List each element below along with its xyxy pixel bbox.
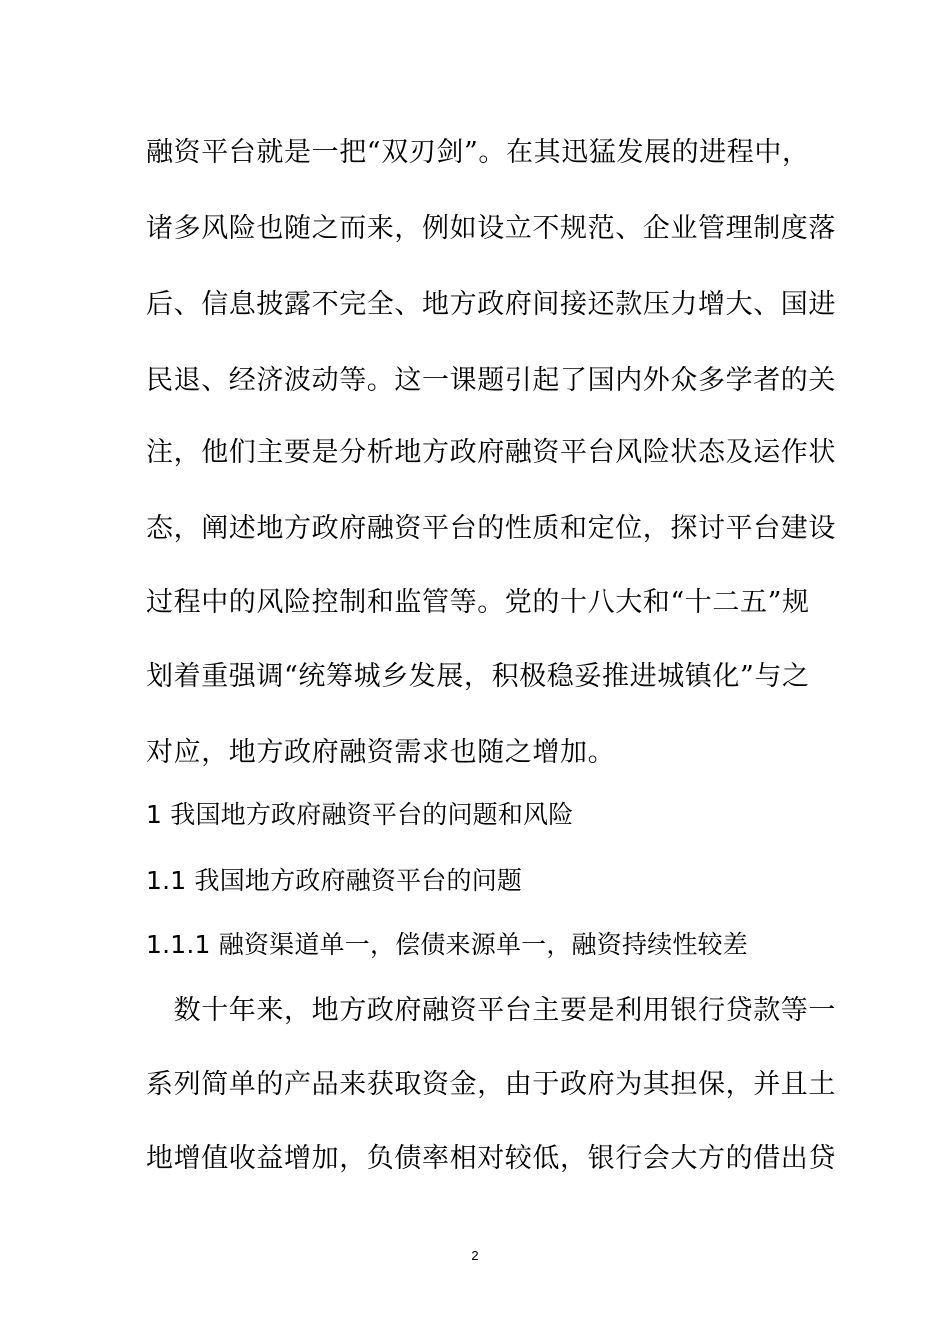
body-text-line: 划着重强调“统筹城乡发展，积极稳妥推进城镇化”与之: [146, 661, 810, 692]
body-text-line: 系列简单的产品来获取资金，由于政府为其担保，并且土: [146, 1069, 836, 1100]
body-text-line: 数十年来，地方政府融资平台主要是利用银行贷款等一: [146, 995, 836, 1026]
body-text-line: 融资平台就是一把“双刃剑”。在其迅猛发展的进程中，: [146, 137, 810, 168]
section-heading-level1: 1 我国地方政府融资平台的问题和风险: [146, 800, 574, 829]
body-text-line: 地增值收益增加，负债率相对较低，银行会大方的借出贷: [146, 1143, 836, 1174]
body-text-line: 注，他们主要是分析地方政府融资平台风险状态及运作状: [146, 437, 836, 468]
body-text-line: 对应，地方政府融资需求也随之增加。: [146, 737, 616, 768]
section-heading-level3: 1.1.1 融资渠道单一，偿债来源单一，融资持续性较差: [146, 930, 748, 959]
body-text-line: 后、信息披露不完全、地方政府间接还款压力增大、国进: [146, 289, 836, 320]
body-text-line: 民退、经济波动等。这一课题引起了国内外众多学者的关: [146, 365, 836, 396]
section-heading-level2: 1.1 我国地方政府融资平台的问题: [146, 866, 523, 895]
body-text-line: 态，阐述地方政府融资平台的性质和定位，探讨平台建设: [146, 513, 836, 544]
body-text-line: 诸多风险也随之而来，例如设立不规范、企业管理制度落: [146, 213, 836, 244]
body-text-line: 过程中的风险控制和监管等。党的十八大和“十二五”规: [146, 587, 810, 618]
page-number: 2: [471, 1248, 479, 1263]
